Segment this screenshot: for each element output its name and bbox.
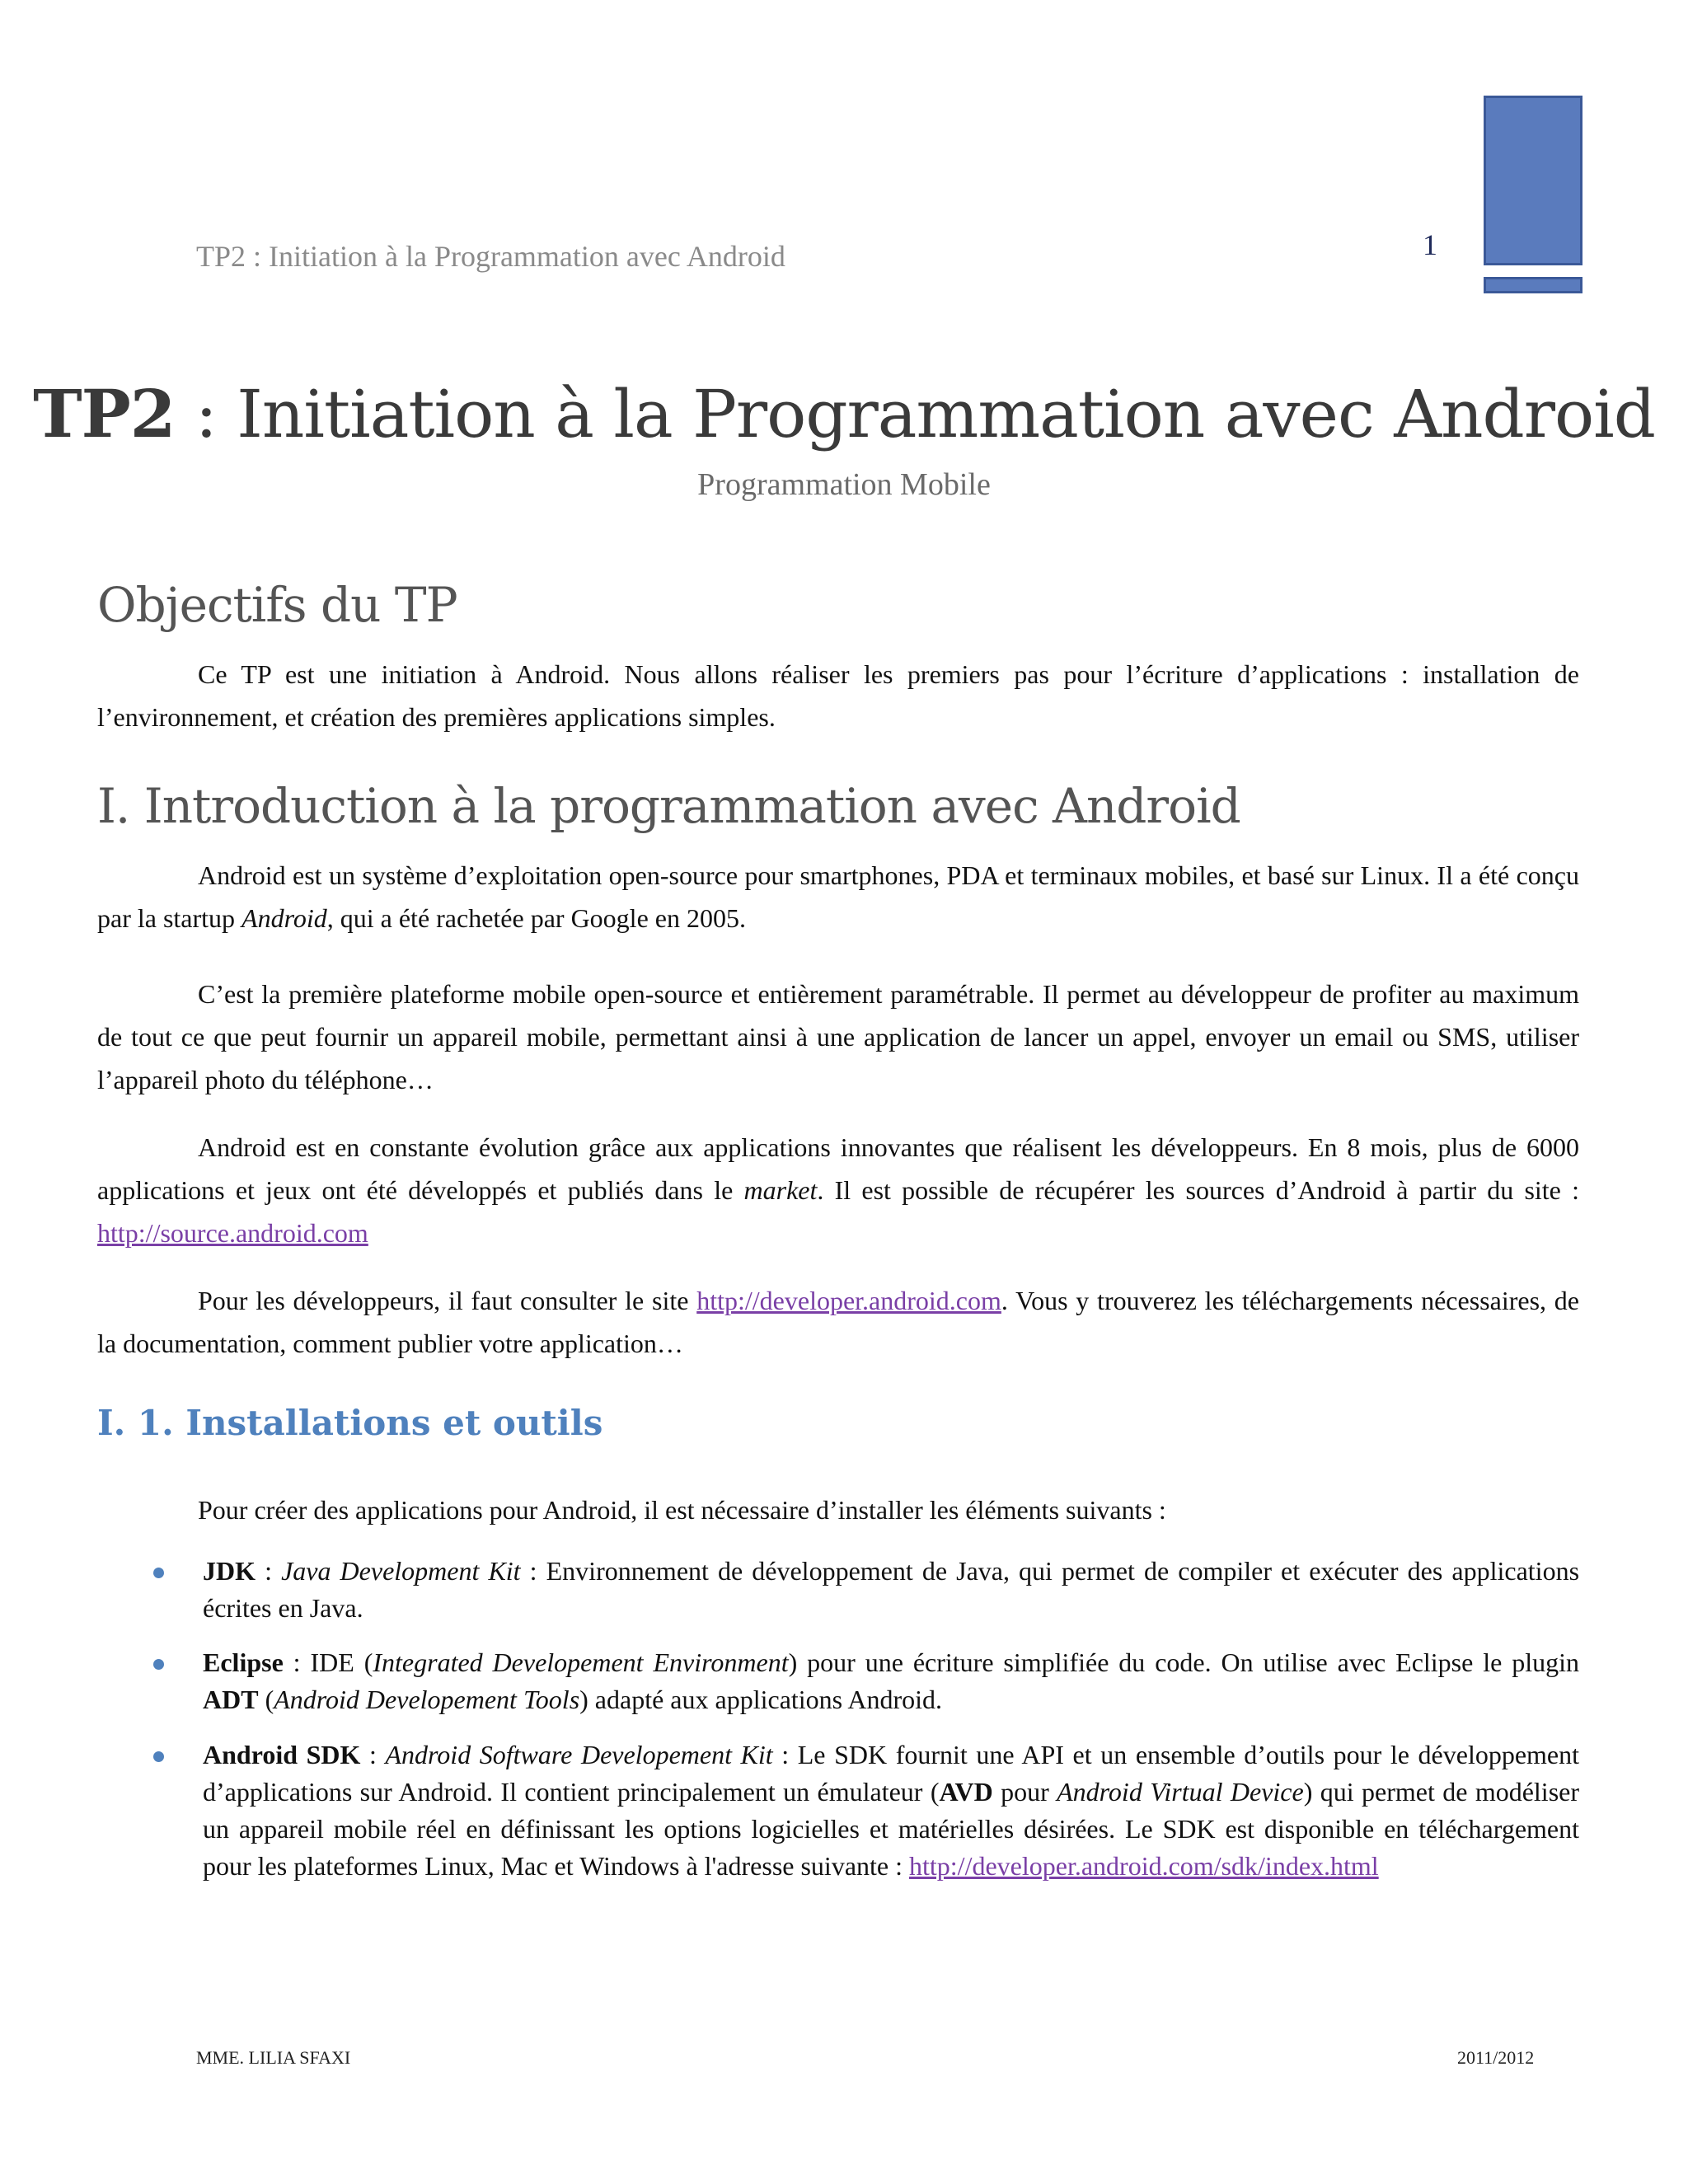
intro-paragraph-3 — [97, 1126, 1579, 1254]
page-tab-strip-decoration — [1484, 277, 1582, 293]
eclipse-term: Eclipse — [203, 1647, 284, 1677]
jdk-sep: : — [256, 1556, 282, 1586]
intro-paragraph-4 — [97, 1279, 1579, 1365]
list-item-android-sdk — [203, 1736, 1579, 1885]
intro-p3-text-a: Android est en constante évolution grâce aux applications innovantes que réalisent les développeurs. En 8 mois, plus de 6000 applications et jeux ont été développés et publiés dans le — [97, 1132, 1579, 1205]
sdk-t4: ) qui permet de modéliser un appareil mobile réel en définissant les options logicielles et matérielles désirées. Le SDK est disponible en téléchargement pour les plateformes Linux, Mac et Windows à l'adresse suivante : — [203, 1777, 1579, 1881]
footer-year: 2011/2012 — [1457, 2047, 1535, 2068]
eclipse-t3: ( — [258, 1685, 274, 1714]
sdk-i2: Android Virtual Device — [1057, 1777, 1304, 1807]
eclipse-t2: ) pour une écriture simplifiée du code. On utilise avec Eclipse le plugin — [788, 1647, 1580, 1677]
eclipse-i1: Integrated Developement Environment — [373, 1647, 789, 1677]
jdk-term: JDK — [203, 1556, 256, 1586]
source-android-link[interactable]: http://source.android.com — [97, 1218, 368, 1248]
bullet-dot-icon — [153, 1568, 164, 1578]
intro-p1-italic: Android — [241, 903, 327, 933]
intro-p4-text-a: Pour les développeurs, il faut consulter le site — [198, 1286, 697, 1315]
jdk-italic: Java Development Kit — [281, 1556, 521, 1586]
intro-paragraph-1 — [97, 854, 1579, 940]
document-subtitle: Programmation Mobile — [697, 467, 991, 502]
document-title — [0, 375, 1688, 452]
title-rest: : Initiation à la Programmation avec Android — [175, 376, 1655, 452]
bullet-dot-icon — [153, 1659, 164, 1670]
intro-p3-text-b: . Il est possible de récupérer les sources d’Android à partir du site : — [817, 1175, 1580, 1205]
list-item-eclipse — [203, 1644, 1579, 1718]
bullet-dot-icon — [153, 1751, 164, 1762]
objectives-heading: Objectifs du TP — [97, 577, 457, 633]
eclipse-adt: ADT — [203, 1685, 259, 1714]
developer-android-link[interactable]: http://developer.android.com — [696, 1286, 1001, 1315]
page-tab-decoration — [1484, 96, 1582, 265]
eclipse-t4: ) adapté aux applications Android. — [579, 1685, 943, 1714]
list-item-jdk — [203, 1553, 1579, 1627]
intro-p1-text-b: , qui a été rachetée par Google en 2005. — [326, 903, 746, 933]
objectives-paragraph: Ce TP est une initiation à Android. Nous allons réaliser les premiers pas pour l’écriture d’applications : installation de l’environnement, et création des premières applications simples. — [97, 659, 1579, 732]
sdk-t1: : — [360, 1740, 386, 1769]
intro-p1-text-a: Android est un système d’exploitation open-source pour smartphones, PDA et terminaux mobiles, et basé sur Linux. Il a été conçu par la startup — [97, 860, 1579, 933]
sdk-avd: AVD — [939, 1777, 993, 1807]
installations-lead: Pour créer des applications pour Android, il est nécessaire d’installer les éléments suivants : — [198, 1495, 1166, 1525]
intro-p4-text-b: . Vous y trouverez les téléchargements nécessaires, de la documentation, comment publier votre application… — [97, 1286, 1580, 1358]
footer-author: MME. LILIA SFAXI — [196, 2047, 351, 2068]
eclipse-i2: Android Developement Tools — [274, 1685, 580, 1714]
intro-paragraph-2: C’est la première plateforme mobile open-source et entièrement paramétrable. Il permet au développeur de profiter au maximum de tout ce que peut fournir un appareil mobile, permettant ainsi à une application de lancer un appel, envoyer un email ou SMS, utiliser l’appareil photo du téléphone… — [97, 979, 1579, 1094]
installations-heading: I. 1. Installations et outils — [97, 1403, 603, 1443]
page-number: 1 — [1423, 228, 1437, 261]
intro-heading: I. Introduction à la programmation avec Android — [97, 778, 1240, 834]
eclipse-t1: : IDE ( — [283, 1647, 373, 1677]
running-header: TP2 : Initiation à la Programmation avec Android — [196, 240, 785, 273]
sdk-download-link[interactable]: http://developer.android.com/sdk/index.html — [909, 1851, 1379, 1881]
intro-p3-italic: market — [743, 1175, 818, 1205]
jdk-text: : Environnement de développement de Java, qui permet de compiler et exécuter des applications écrites en Java. — [203, 1556, 1580, 1623]
sdk-term: Android SDK — [203, 1740, 361, 1769]
title-bold-part: TP2 — [33, 375, 176, 452]
sdk-i1: Android Software Developement Kit — [385, 1740, 773, 1769]
sdk-t3: pour — [992, 1777, 1057, 1807]
sdk-t2: : Le SDK fournit une API et un ensemble d’outils pour le développement d’applications sur Android. Il contient principalement un émulateur ( — [203, 1740, 1580, 1807]
